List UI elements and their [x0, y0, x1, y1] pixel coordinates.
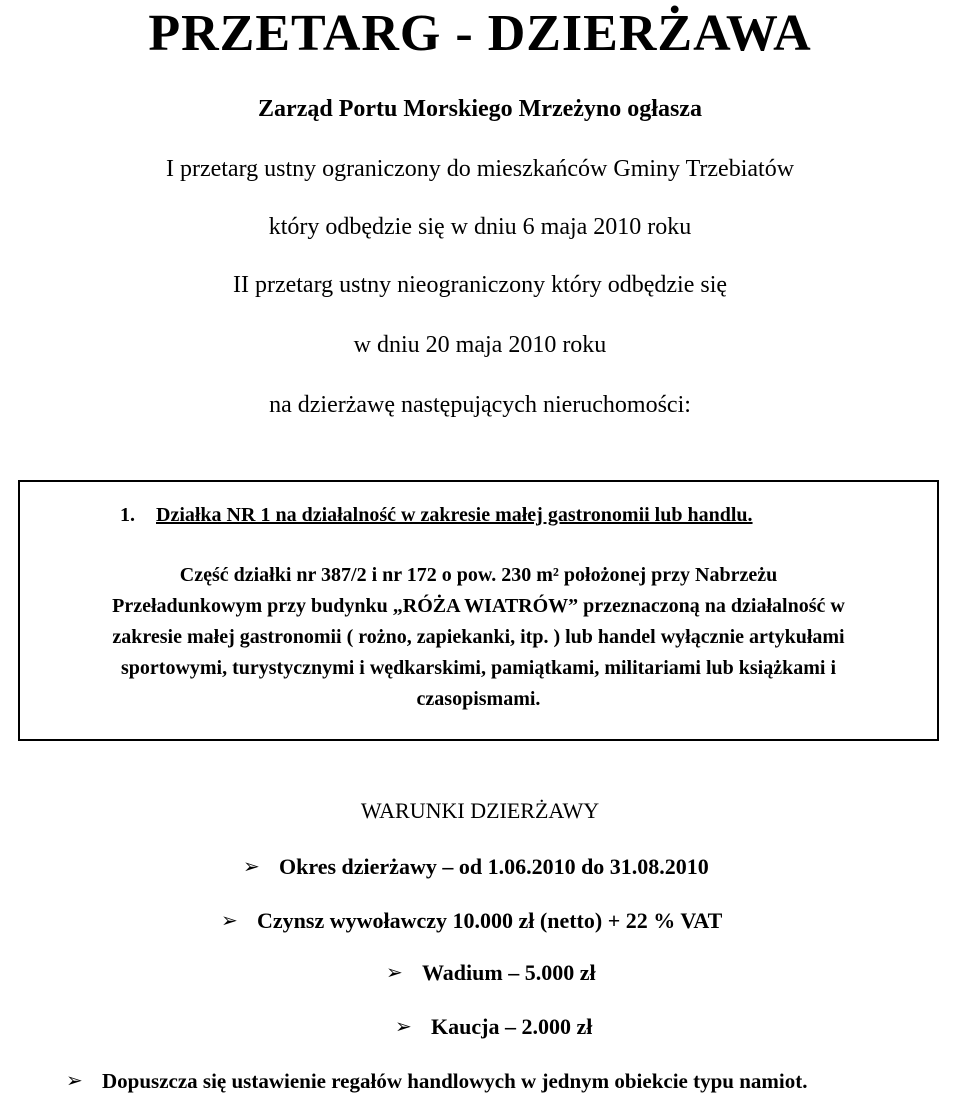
- page-title: PRZETARG - DZIERŻAWA: [148, 5, 812, 62]
- tender-second-date-line: w dniu 20 maja 2010 roku: [353, 332, 607, 358]
- announcer-line: Zarząd Portu Morskiego Mrzeżyno ogłasza: [258, 96, 702, 122]
- tender-first-date-line: który odbędzie się w dniu 6 maja 2010 roku: [268, 214, 692, 240]
- condition-item-rent: [221, 907, 722, 935]
- condition-text: Wadium – 5.000 zł: [422, 960, 596, 985]
- property-description-line: zakresie małej gastronomii ( rożno, zapiekanki, itp. ) lub handel wyłącznie artykułami: [112, 626, 845, 648]
- property-description-line: sportowymi, turystycznymi i wędkarskimi, pamiątkami, militariami lub książkami i: [121, 657, 836, 679]
- arrow-bullet-icon: ➢: [395, 1016, 412, 1038]
- condition-text: Kaucja – 2.000 zł: [431, 1014, 593, 1039]
- property-number: 1.: [120, 504, 135, 526]
- property-heading: [120, 502, 753, 528]
- arrow-bullet-icon: ➢: [243, 856, 260, 878]
- tender-second-line: II przetarg ustny nieograniczony który odbędzie się: [232, 272, 728, 298]
- condition-text: Dopuszcza się ustawienie regałów handlowych w jednym obiekcie typu namiot.: [102, 1069, 808, 1093]
- condition-text: Okres dzierżawy – od 1.06.2010 do 31.08.2010: [279, 854, 709, 879]
- lease-intro-line: na dzierżawę następujących nieruchomości:: [269, 392, 691, 418]
- condition-item-stands: [66, 1067, 807, 1095]
- property-description: [28, 560, 929, 715]
- tender-first-line: I przetarg ustny ograniczony do mieszkańców Gminy Trzebiatów: [165, 156, 795, 182]
- condition-item-deposit: [386, 959, 596, 987]
- conditions-title: WARUNKI DZIERŻAWY: [360, 798, 600, 823]
- property-description-line: Przeładunkowym przy budynku „RÓŻA WIATRÓW” przeznaczoną na działalność w: [112, 595, 845, 617]
- arrow-bullet-icon: ➢: [66, 1070, 83, 1092]
- condition-item-lease-period: [243, 853, 709, 881]
- condition-item-security: [395, 1013, 592, 1041]
- property-box: [18, 480, 939, 741]
- arrow-bullet-icon: ➢: [386, 962, 403, 984]
- property-heading-text: Działka NR 1 na działalność w zakresie małej gastronomii lub handlu.: [156, 504, 753, 526]
- property-description-line: Część działki nr 387/2 i nr 172 o pow. 230 m² położonej przy Nabrzeżu: [179, 564, 778, 586]
- property-description-line: czasopismami.: [416, 688, 541, 710]
- condition-text: Czynsz wywoławczy 10.000 zł (netto) + 22 % VAT: [257, 908, 723, 933]
- arrow-bullet-icon: ➢: [221, 910, 238, 932]
